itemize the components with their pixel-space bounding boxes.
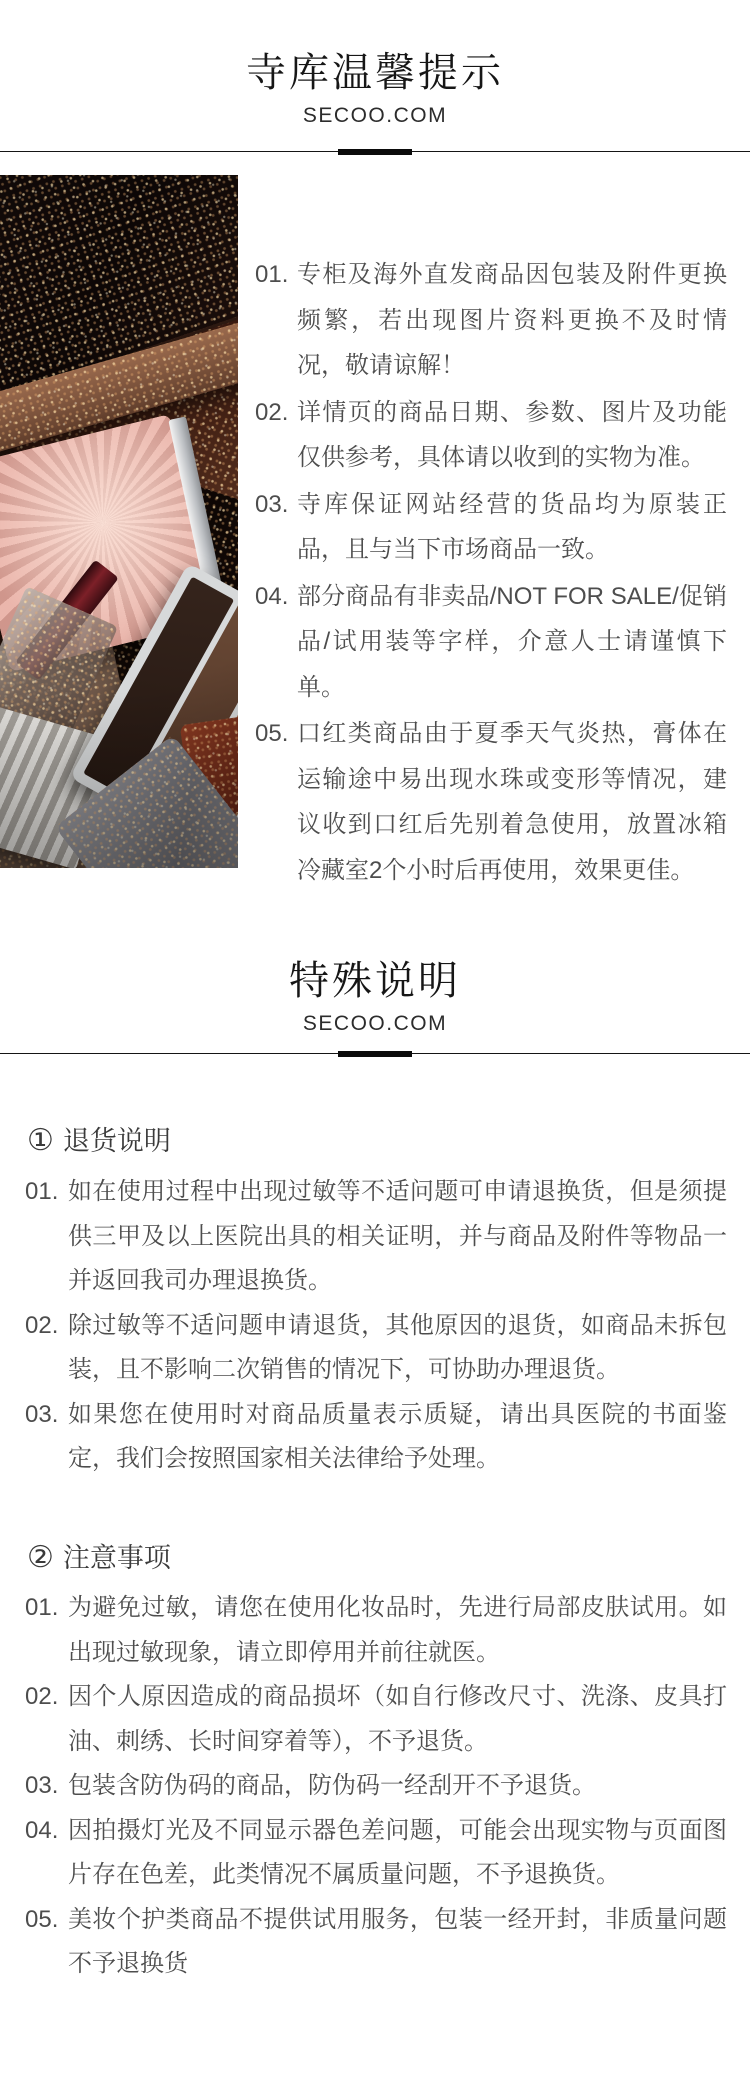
product-photo [0, 175, 238, 868]
list-item [25, 1170, 727, 1304]
item-text: 部分商品有非卖品/NOT FOR SALE/促销品/试用装等字样，介意人士请谨慎下单。 [297, 582, 727, 701]
item-text: 专柜及海外直发商品因包装及附件更换频繁，若出现图片资料更换不及时情况，敬请谅解！ [297, 261, 727, 379]
item-text: 口红类商品由于夏季天气炎热，膏体在运输途中易出现水珠或变形等情况，建议收到口红后先别着急使用，放置冰箱冷藏室2个小时后再使用，效果更佳。 [297, 720, 727, 884]
item-text: 如果您在使用时对商品质量表示质疑，请出具医院的书面鉴定，我们会按照国家相关法律给予处理。 [68, 1400, 727, 1472]
list-item [255, 482, 727, 573]
item-number: 01. [25, 1178, 59, 1205]
section-divider [0, 151, 750, 152]
item-number: 03. [25, 1772, 59, 1799]
list-item [25, 1809, 727, 1898]
item-text: 因拍摄灯光及不同显示器色差问题，可能会出现实物与页面图片存在色差，此类情况不属质量问题，不予退换货。 [68, 1816, 727, 1888]
divider-accent-bar [338, 149, 412, 155]
section-divider [0, 1053, 750, 1054]
page-title: 寺库温馨提示 [246, 51, 504, 95]
item-number: 05. [255, 720, 289, 747]
item-text: 因个人原因造成的商品损坏（如自行修改尺寸、洗涤、皮具打油、刺绣、长时间穿着等），不予退货。 [68, 1683, 727, 1755]
list-item [25, 1764, 727, 1809]
item-number: 02. [255, 398, 289, 426]
item-number: 02. [25, 1311, 59, 1339]
item-number: 01. [255, 261, 289, 288]
item-number: 04. [25, 1816, 59, 1844]
brand-subtitle: SECOO.COM [302, 1012, 448, 1035]
list-item [255, 390, 727, 481]
list-item [25, 1898, 727, 1987]
notice-header [0, 50, 750, 128]
item-text: 如在使用过程中出现过敏等不适问题可申请退换货，但是须提供三甲及以上医院出具的相关证明，并与商品及附件等物品一并返回我司办理退换货。 [68, 1178, 727, 1294]
item-text: 包装含防伪码的商品，防伪码一经刮开不予退货。 [68, 1772, 596, 1799]
list-item [255, 711, 727, 893]
returns-heading [27, 1124, 171, 1158]
cautions-heading-label: 注意事项 [62, 1543, 171, 1573]
list-item [25, 1393, 727, 1482]
item-number: 02. [25, 1683, 59, 1710]
cautions-list [25, 1586, 727, 1987]
list-item [255, 252, 727, 389]
list-item [255, 574, 727, 711]
returns-list [25, 1170, 727, 1482]
item-text: 详情页的商品日期、参数、图片及功能仅供参考，具体请以收到的实物为准。 [297, 398, 727, 471]
divider-accent-bar [338, 1051, 412, 1057]
list-item [25, 1675, 727, 1764]
item-text: 寺库保证网站经营的货品均为原装正品，且与当下市场商品一致。 [297, 490, 727, 563]
item-number: 03. [25, 1400, 59, 1428]
cautions-heading [27, 1541, 171, 1575]
photo-vignette [0, 175, 238, 868]
brand-subtitle: SECOO.COM [302, 104, 448, 127]
item-number: 01. [25, 1594, 59, 1621]
item-text: 美妆个护类商品不提供试用服务，包装一经开封，非质量问题不予退换货 [68, 1905, 727, 1977]
notice-list [255, 252, 727, 894]
circled-two-marker: ② [27, 1541, 54, 1574]
item-number: 03. [255, 490, 289, 518]
returns-heading-label: 退货说明 [62, 1126, 171, 1156]
list-item [25, 1586, 727, 1675]
item-number: 04. [255, 582, 289, 610]
item-number: 05. [25, 1905, 59, 1933]
list-item [25, 1304, 727, 1393]
item-text: 为避免过敏，请您在使用化妆品时，先进行局部皮肤试用。如出现过敏现象，请立即停用并前往就医。 [68, 1594, 727, 1666]
special-title: 特殊说明 [289, 959, 461, 1003]
item-text: 除过敏等不适问题申请退货，其他原因的退货，如商品未拆包装，且不影响二次销售的情况下，可协助办理退货。 [68, 1311, 727, 1383]
circled-one-marker: ① [27, 1124, 54, 1157]
special-header [0, 958, 750, 1036]
